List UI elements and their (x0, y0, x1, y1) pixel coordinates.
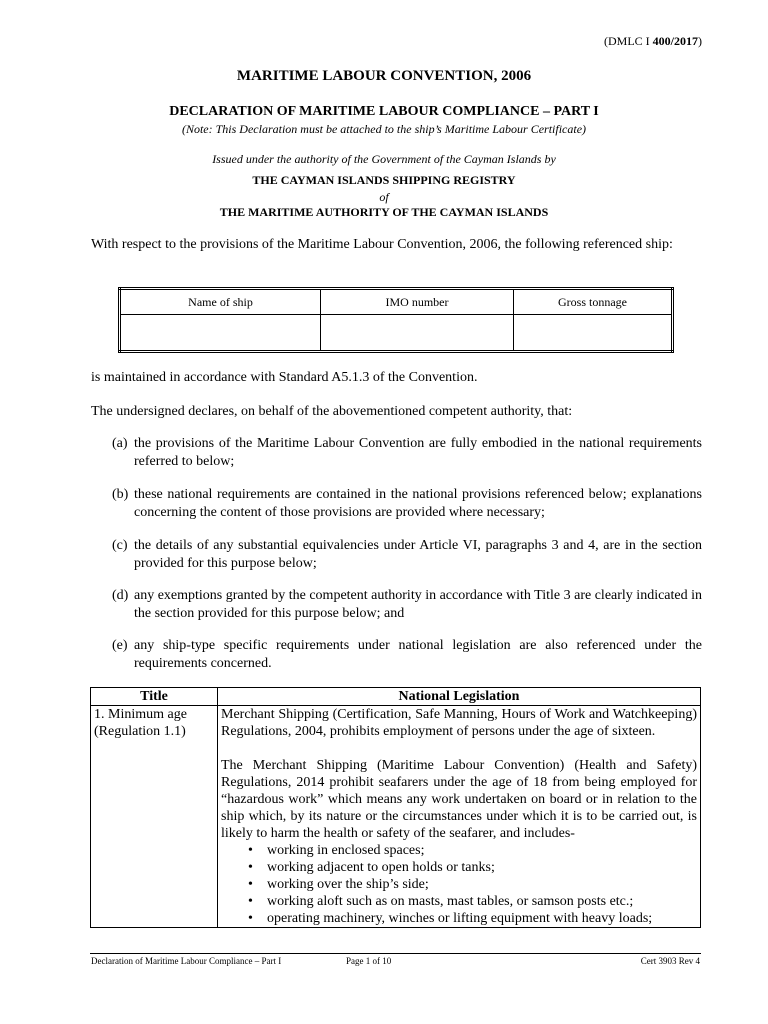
regulation-title: 1. Minimum age (94, 707, 187, 722)
bullet-icon: • (248, 860, 253, 875)
declaration-title: DECLARATION OF MARITIME LABOUR COMPLIANCE – PART I (169, 104, 599, 119)
item-label: (e) (112, 638, 128, 653)
footer-page-number: Page 1 of 10 (346, 956, 392, 966)
regulation-reference: (Regulation 1.1) (94, 724, 186, 739)
item-label: (b) (112, 487, 129, 502)
title-column-header: Title (91, 688, 218, 706)
of-connector: of (379, 190, 389, 204)
bullet-icon: • (248, 911, 253, 926)
footer-document-title: Declaration of Maritime Labour Compliance – Part I (91, 956, 282, 966)
imo-number-header: IMO number (321, 289, 514, 315)
shipping-registry-name: THE CAYMAN ISLANDS SHIPPING REGISTRY (252, 173, 516, 187)
bullet-icon: • (248, 843, 253, 858)
footer-rule (90, 953, 701, 954)
reference-suffix: ) (698, 34, 702, 48)
item-text: these national requirements are contained in the national provisions referenced below; explanations concerning the content of those provisions are provided where necessary; (134, 487, 702, 520)
gross-tonnage-field[interactable] (514, 315, 673, 352)
item-label: (c) (112, 538, 128, 553)
item-text: the details of any substantial equivalencies under Article VI, paragraphs 3 and 4, are in the section provided for this purpose below; (134, 538, 702, 571)
table-row (91, 706, 701, 928)
legislation-paragraph: The Merchant Shipping (Maritime Labour Convention) (Health and Safety) Regulations, 2014 prohibit seafarers under the age of 18 from being employed for “hazardous work” which means any work undertaken on board or in relation to the ship which, by its nature or the circumstances under which it is to be carried out, is likely to harm the health or safety of the seafarer, and includes- (221, 758, 697, 841)
list-item (248, 842, 697, 859)
list-item-text: working adjacent to open holds or tanks; (267, 860, 495, 875)
declaration-item (112, 637, 702, 673)
hazardous-work-list (221, 842, 697, 927)
list-item-text: working in enclosed spaces; (267, 843, 425, 858)
attachment-note: (Note: This Declaration must be attached to the ship’s Maritime Labour Certificate) (181, 122, 587, 136)
declaration-item (112, 435, 702, 471)
reference-number: 400/2017 (652, 34, 698, 48)
gross-tonnage-header: Gross tonnage (514, 289, 673, 315)
declaration-item (112, 537, 702, 573)
list-item (248, 893, 697, 910)
ship-name-header: Name of ship (120, 289, 321, 315)
ship-table-value-row (120, 315, 673, 352)
maintained-statement: is maintained in accordance with Standard A5.1.3 of the Convention. (91, 370, 478, 385)
regulation-title-cell (91, 706, 218, 928)
undersigned-statement: The undersigned declares, on behalf of the abovementioned competent authority, that: (91, 404, 573, 419)
legislation-cell (218, 706, 701, 928)
list-item (248, 876, 697, 893)
legislation-column-header: National Legislation (218, 688, 701, 706)
ship-name-field[interactable] (120, 315, 321, 352)
list-item-text: operating machinery, winches or lifting equipment with heavy loads; (267, 911, 653, 926)
list-item (248, 859, 697, 876)
item-text: any exemptions granted by the competent authority in accordance with Title 3 are clearly indicated in the section provided for this purpose below; and (134, 588, 702, 621)
list-item-text: working over the ship’s side; (267, 877, 429, 892)
legislation-header-row (91, 688, 701, 706)
ship-details-table (118, 287, 674, 353)
item-label: (a) (112, 436, 128, 451)
list-item (248, 910, 697, 927)
item-text: the provisions of the Maritime Labour Convention are fully embodied in the national requirements referred to below; (134, 436, 702, 469)
footer-cert-revision: Cert 3903 Rev 4 (640, 956, 700, 966)
legislation-paragraph: Merchant Shipping (Certification, Safe Manning, Hours of Work and Watchkeeping) Regulations, 2004, prohibits employment of persons under the age of sixteen. (221, 707, 697, 739)
document-reference (604, 34, 702, 49)
list-item-text: working aloft such as on masts, mast tables, or samson posts etc.; (267, 894, 634, 909)
convention-title: MARITIME LABOUR CONVENTION, 2006 (236, 68, 532, 84)
imo-number-field[interactable] (321, 315, 514, 352)
maritime-authority-name: THE MARITIME AUTHORITY OF THE CAYMAN ISLANDS (219, 205, 549, 219)
reference-prefix: (DMLC I (603, 34, 653, 48)
item-label: (d) (112, 588, 129, 603)
issued-under-line: Issued under the authority of the Government of the Cayman Islands by (212, 152, 556, 166)
bullet-icon: • (248, 877, 253, 892)
bullet-icon: • (248, 894, 253, 909)
national-legislation-table (90, 687, 701, 928)
ship-table-header-row (120, 289, 673, 315)
declaration-item (112, 587, 702, 623)
intro-paragraph: With respect to the provisions of the Maritime Labour Convention, 2006, the following referenced ship: (91, 237, 673, 252)
item-text: any ship-type specific requirements under national legislation are also referenced under the requirements concerned. (134, 638, 702, 671)
declaration-item (112, 486, 702, 522)
